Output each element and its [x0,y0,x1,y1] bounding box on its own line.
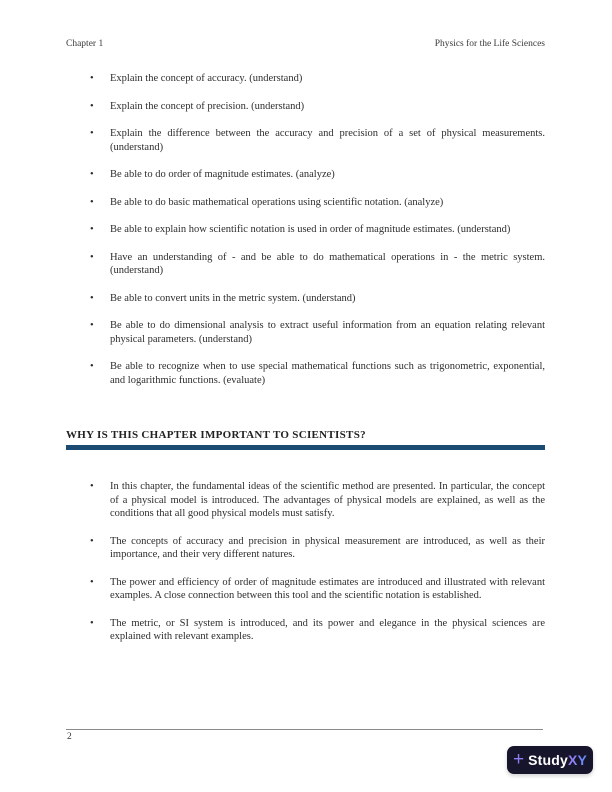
objectives-list [66,72,545,387]
header-book-title: Physics for the Life Sciences [434,39,545,49]
bullet-icon: • [90,576,94,588]
section-list [66,480,545,644]
list-item [66,535,545,562]
list-item [66,72,545,86]
logo-text-xy: XY [567,752,588,768]
list-item-text: Be able to do order of magnitude estimates. (analyze) [110,169,335,180]
section-block [66,429,545,658]
logo-text-study: Study [528,752,568,768]
bullet-icon: • [90,617,94,629]
page-header [66,39,545,49]
bullet-icon: • [90,481,94,492]
objectives-list-block [66,72,545,401]
list-item [66,168,545,182]
list-item [66,319,545,346]
section-heading: WHY IS THIS CHAPTER IMPORTANT TO SCIENTISTS? [66,429,366,441]
bullet-icon: • [90,320,94,331]
footer-divider [66,729,543,730]
bullet-icon: • [90,292,94,304]
plus-icon: + [512,748,525,770]
section-heading-rule [66,445,545,450]
list-item-text: Explain the difference between the accuracy and precision of a set of physical measurements. (understand) [110,128,545,153]
list-item-text: Explain the concept of precision. (understand) [110,100,305,112]
list-item [66,576,545,603]
list-item [66,617,545,644]
list-item [66,223,545,237]
list-item [66,480,545,521]
list-item-text: Be able to do basic mathematical operations using scientific notation. (analyze) [110,196,444,208]
list-item [66,127,545,154]
bullet-icon: • [90,224,94,235]
bullet-icon: • [90,73,94,84]
studyxy-logo [507,746,593,774]
list-item-text: Be able to do dimensional analysis to extract useful information from an equation relating relevant physical parameters. (understand) [110,320,545,345]
bullet-icon: • [90,169,94,180]
list-item [66,292,545,306]
list-item-text: The concepts of accuracy and precision in physical measurement are introduced, as well as their importance, and their very different natures. [110,535,545,560]
list-item-text: Be able to explain how scientific notation is used in order of magnitude estimates. (understand) [110,224,511,235]
bullet-icon: • [90,251,94,263]
page-number: 2 [67,732,72,742]
bullet-icon: • [90,128,94,139]
list-item [66,100,545,114]
bullet-icon: • [90,361,94,372]
list-item [66,196,545,210]
bullet-icon: • [90,535,94,547]
bullet-icon: • [90,196,94,208]
list-item-text: Be able to convert units in the metric system. (understand) [110,292,356,304]
list-item [66,360,545,387]
list-item-text: In this chapter, the fundamental ideas of the scientific method are presented. In particular, the concept of a physical model is introduced. The advantages of physical models are explained, as well as the conditions that all good physical models must satisfy. [110,481,545,519]
list-item [66,251,545,278]
list-item-text: Be able to recognize when to use special mathematical functions such as trigonometric, exponential, and logarithmic functions. (evaluate) [110,361,545,386]
list-item-text: Have an understanding of - and be able to do mathematical operations in - the metric system. (understand) [110,251,545,276]
header-chapter-label: Chapter 1 [66,39,104,49]
list-item-text: Explain the concept of accuracy. (understand) [110,73,303,84]
bullet-icon: • [90,100,94,112]
list-item-text: The power and efficiency of order of magnitude estimates are introduced and illustrated with relevant examples. A close connection between this tool and the scientific notation is established. [110,576,545,601]
list-item-text: The metric, or SI system is introduced, and its power and elegance in the physical sciences are explained with relevant examples. [110,617,545,642]
